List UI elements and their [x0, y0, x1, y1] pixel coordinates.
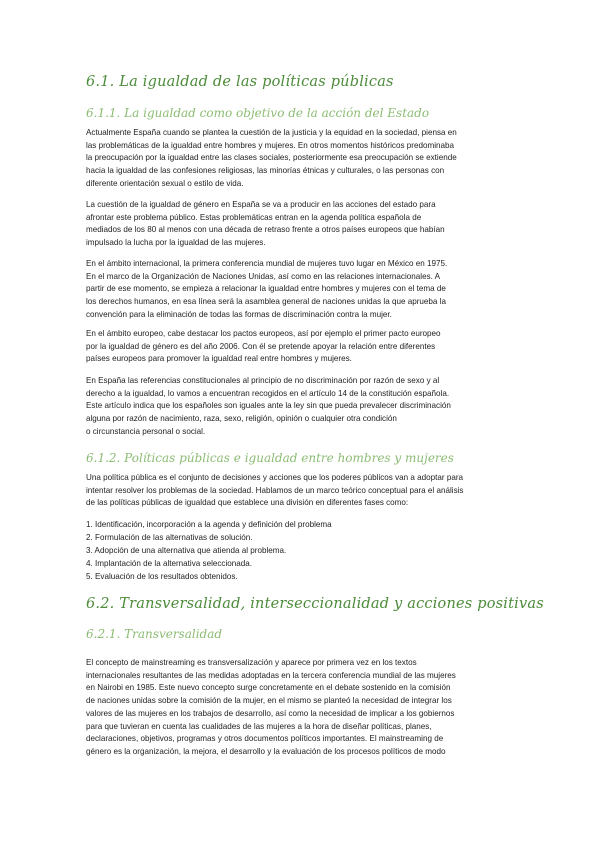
text-line: mediados de los 80 al menos con una década de retraso frente a otros países europeos que habían [86, 225, 445, 235]
phases-list [86, 518, 516, 583]
text-line: declaraciones, objetivos, programas y otros documentos políticos importantes. El mainstreaming de [86, 734, 444, 744]
text-line: o circunstancia personal o social. [86, 426, 206, 436]
text-line: intentar resolver los problemas de la sociedad. Hablamos de un marco teórico conceptual para el análisis [86, 485, 464, 495]
subsection-heading-6-2-1: 6.2.1. Transversalidad [86, 627, 223, 641]
text-line: los derechos humanos, en esa línea será la asamblea general de naciones unidas la que aprueba la [86, 297, 446, 307]
paragraph [86, 328, 516, 366]
text-line: El concepto de mainstreaming es transversalización y aparece por primera vez en los textos [86, 658, 417, 667]
text-line: En España las referencias constitucionales al principio de no discriminación por razón de sexo y al [86, 376, 440, 385]
text-line: impulsado la lucha por la igualdad de las mujeres. [86, 238, 266, 248]
text-line: alguna por razón de nacimiento, raza, sexo, religión, opinión o cualquier otra condición [86, 414, 397, 424]
text-line: las problemáticas de la igualdad entre hombres y mujeres. En otros momentos históricos predominaba [86, 140, 455, 150]
text-line: la preocupación por la igualdad entre las clases sociales, posteriormente esa preocupación se extiende [86, 153, 457, 163]
text-line: valores de las mujeres en los trabajos de desarrollo, así como la necesidad de implicar a los gobiernos [86, 708, 455, 718]
paragraph [86, 199, 516, 250]
subsection-heading-6-1-2: 6.1.2. Políticas públicas e igualdad entre hombres y mujeres [86, 451, 454, 465]
text-line: por la igualdad de género es del año 2006. Con él se pretende apoyar la relación entre diferentes [86, 341, 436, 351]
list-item: 2. Formulación de las alternativas de solución. [86, 533, 253, 542]
text-line: género es la organización, la mejora, el desarrollo y la evaluación de los procesos políticos de modo [86, 746, 446, 756]
text-line: para que tuvieran en cuenta las cualidades de las mujeres a la hora de diseñar políticas, planes, [86, 721, 432, 731]
paragraph [86, 375, 516, 439]
text-line: En el ámbito europeo, cabe destacar los pactos europeos, así por ejemplo el primer pacto europeo [86, 329, 441, 338]
paragraph [86, 472, 516, 510]
list-item: 5. Evaluación de los resultados obtenidos. [86, 572, 238, 581]
text-line: En el marco de la Organización de Naciones Unidas, así como en las relaciones internacionales. A [86, 271, 441, 281]
text-line: partir de ese momento, se empieza a relacionar la igualdad entre hombres y mujeres con el tema de [86, 284, 446, 294]
text-line: Actualmente España cuando se plantea la cuestión de la justicia y la equidad en la sociedad, piensa en [86, 128, 457, 137]
subsection-heading-6-1-1: 6.1.1. La igualdad como objetivo de la acción del Estado [86, 106, 430, 120]
list-item: 4. Implantación de la alternativa seleccionada. [86, 559, 253, 568]
text-line: en Nairobi en 1985. Este nuevo concepto surge concretamente en el debate sostenido en la comisión [86, 683, 451, 693]
section-heading-6-2: 6.2. Transversalidad, interseccionalidad y acciones positivas [86, 596, 544, 612]
text-line: derecho a la igualdad, lo vamos a encuentran recogidos en el artículo 14 de la constitución española. [86, 388, 450, 398]
text-line: internacionales resultantes de las medidas adoptadas en la tercera conferencia mundial de las mujeres [86, 670, 456, 680]
text-line: Una política pública es el conjunto de decisiones y acciones que los poderes públicos van a adoptar para [86, 473, 464, 482]
text-line: hacia la igualdad de las confesiones religiosas, las minorías étnicas y culturales, o las personas con [86, 166, 445, 176]
text-line: afrontar este problema público. Estas problemáticas entran en la agenda política española de [86, 212, 422, 222]
paragraph [86, 127, 516, 191]
section-heading-6-1: 6.1. La igualdad de las políticas públicas [86, 74, 394, 90]
text-line: diferente orientación sexual o estilo de vida. [86, 178, 244, 188]
text-line: de las políticas públicas de igualdad que establece una división en diferentes fases como: [86, 498, 409, 508]
text-line: países europeos para promover la igualdad real entre hombres y mujeres. [86, 354, 352, 364]
text-line: de naciones unidas sobre la comisión de la mujer, en el mismo se planteó la necesidad de integrar los [86, 696, 452, 706]
paragraph [86, 657, 516, 759]
text-line: En el ámbito internacional, la primera conferencia mundial de mujeres tuvo lugar en México en 1975. [86, 259, 448, 268]
list-item: 3. Adopción de una alternativa que atienda al problema. [86, 546, 287, 555]
text-line: Este artículo indica que los españoles son iguales ante la ley sin que pueda prevalecer discriminación [86, 401, 451, 411]
list-item: 1. Identificación, incorporación a la agenda y definición del problema [86, 520, 332, 529]
text-line: convención para la eliminación de todas las formas de discriminación contra la mujer. [86, 309, 392, 319]
text-line: La cuestión de la igualdad de género en España se va a producir en las acciones del estado para [86, 200, 436, 209]
paragraph [86, 258, 516, 322]
